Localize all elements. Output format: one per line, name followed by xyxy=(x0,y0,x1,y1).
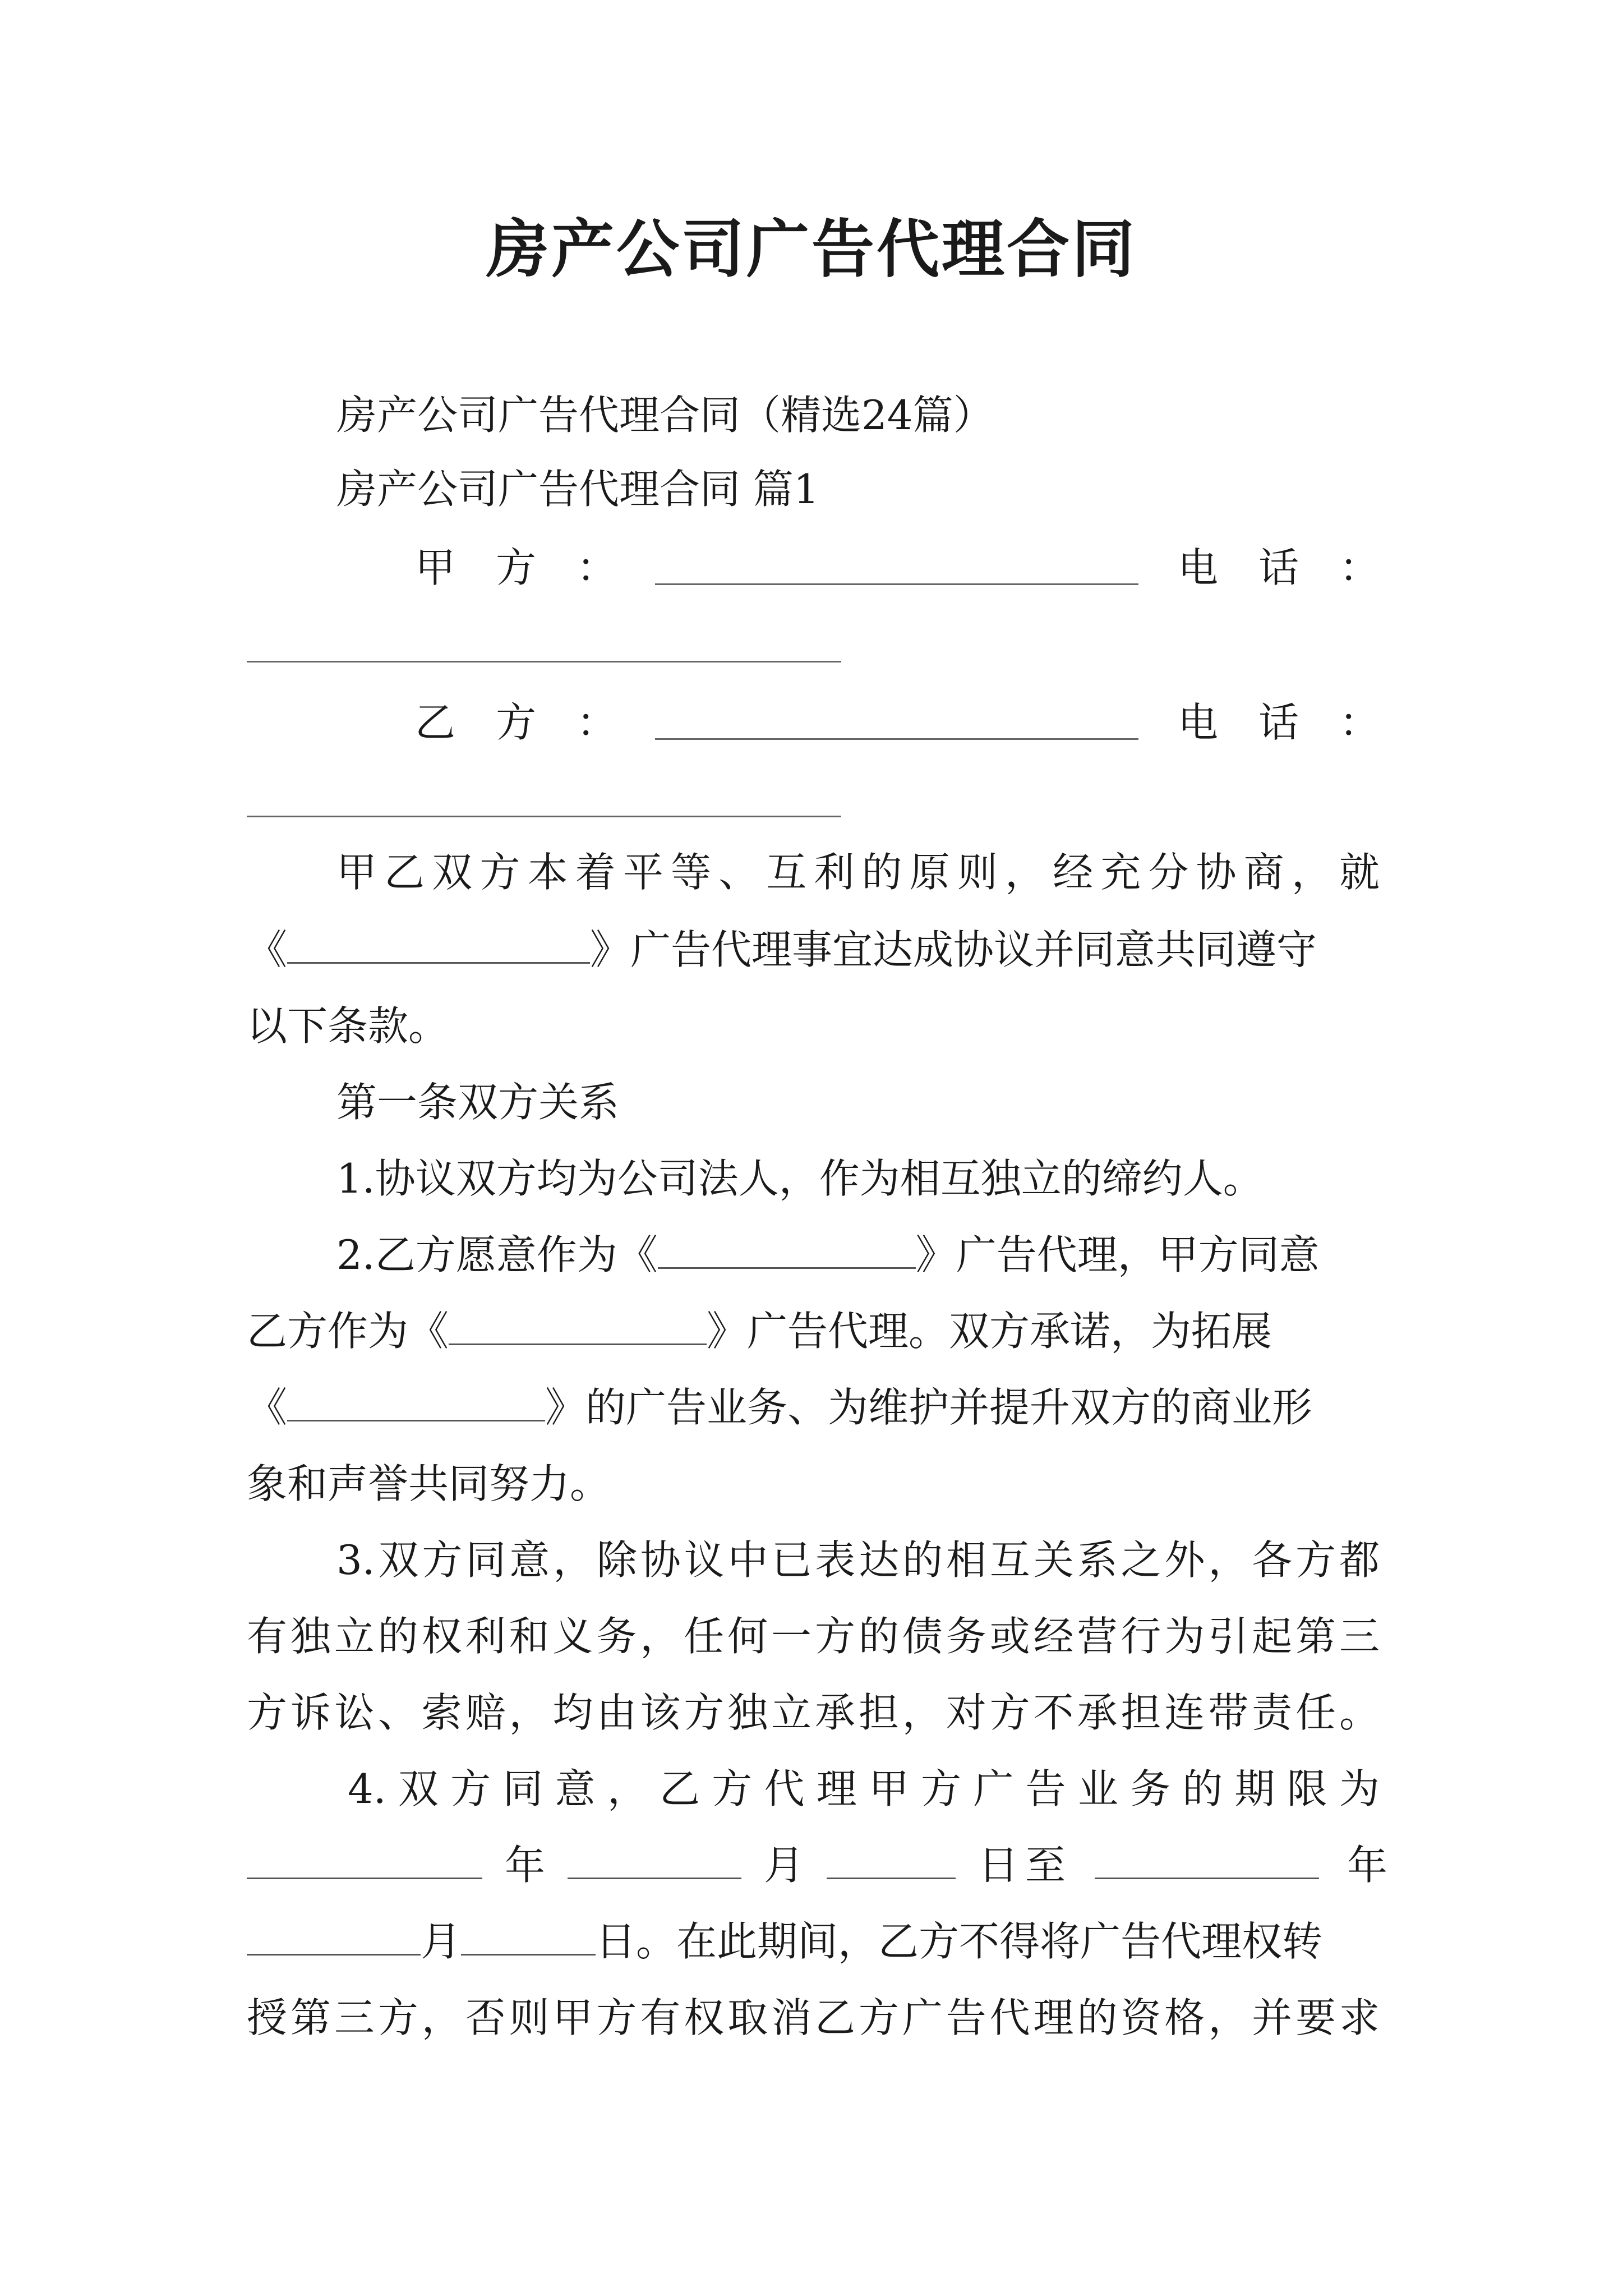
month-label: 月 xyxy=(764,1842,805,1889)
start-month-blank xyxy=(568,1843,741,1879)
intro-line-1: 甲乙双方本着平等、互利的原则，经充分协商，就 xyxy=(336,849,1380,896)
day-to-label: 日至 xyxy=(978,1842,1073,1889)
start-day-blank xyxy=(827,1843,956,1879)
party-b-phone-label: 电 话 ： xyxy=(1178,699,1380,746)
clause-2-line-4: 象和声誉共同努力。 xyxy=(247,1460,611,1507)
clause-4-line-4: 授第三方，否则甲方有权取消乙方广告代理的资格，并要求 xyxy=(247,1994,1380,2041)
clause-2-text-e: 《 xyxy=(247,1384,288,1431)
year-label: 年 xyxy=(505,1842,546,1889)
clause-2-text-c: 乙方作为《 xyxy=(247,1308,449,1355)
clause-3-line-2: 有独立的权利和义务，任何一方的债务或经营行为引起第三 xyxy=(247,1613,1380,1660)
end-month-blank xyxy=(247,1919,421,1955)
clause-2-line-2 xyxy=(247,1303,1380,1359)
party-a-name-blank xyxy=(655,583,1138,585)
party-a-phone-label: 电 话 ： xyxy=(1178,544,1380,591)
party-a-label: 甲 方 ： xyxy=(415,544,617,591)
section-heading: 房产公司广告代理合同 篇1 xyxy=(336,466,819,513)
intro-bracket-open: 《 xyxy=(247,926,288,973)
clause-2-text-d: 》广告代理。双方承诺，为拓展 xyxy=(707,1308,1272,1355)
clause-4-text: 日。在此期间，乙方不得将广告代理权转 xyxy=(596,1918,1323,1965)
intro-title-blank xyxy=(287,927,590,964)
clause-1: 1.协议双方均为公司法人，作为相互独立的缔约人。 xyxy=(336,1155,1264,1202)
intro-line-2-text: 》广告代理事宜达成协议并同意共同遵守 xyxy=(590,926,1317,973)
clause-4-line-3 xyxy=(247,1913,1380,1970)
clause-2-blank-3 xyxy=(287,1385,545,1421)
document-title: 房产公司广告代理合同 xyxy=(486,213,1137,286)
party-b-phone-blank xyxy=(247,816,841,817)
intro-line-2 xyxy=(247,922,1380,978)
document-subtitle: 房产公司广告代理合同（精选24篇） xyxy=(336,392,994,439)
end-year-blank xyxy=(1095,1843,1319,1879)
article-1-heading: 第一条双方关系 xyxy=(336,1079,620,1126)
clause-4-line-2 xyxy=(247,1837,1388,1893)
clause-3-line-3: 方诉讼、索赔，均由该方独立承担，对方不承担连带责任。 xyxy=(247,1689,1380,1736)
clause-2-line-3 xyxy=(247,1379,1380,1435)
clause-2-text-b: 》广告代理，甲方同意 xyxy=(915,1231,1320,1278)
intro-line-3: 以下条款。 xyxy=(247,1002,449,1050)
clause-2-text-f: 》的广告业务、为维护并提升双方的商业形 xyxy=(545,1384,1313,1431)
clause-3-line-1: 3.双方同意，除协议中已表达的相互关系之外，各方都 xyxy=(336,1536,1380,1584)
clause-2-text-a: 2.乙方愿意作为《 xyxy=(336,1231,658,1278)
clause-4-line-1: 4.双方同意，乙方代理甲方广告业务的期限为 xyxy=(348,1765,1380,1812)
clause-2-blank-1 xyxy=(658,1232,916,1269)
clause-2-blank-2 xyxy=(449,1309,707,1345)
clause-2-line-1 xyxy=(336,1227,1469,1283)
party-b-label: 乙 方 ： xyxy=(415,699,617,746)
month-label-2: 月 xyxy=(421,1918,462,1965)
party-b-name-blank xyxy=(655,738,1138,740)
year-label-2: 年 xyxy=(1347,1842,1388,1889)
party-a-phone-blank xyxy=(247,661,841,662)
start-year-blank xyxy=(247,1843,482,1879)
end-day-blank xyxy=(461,1919,596,1955)
